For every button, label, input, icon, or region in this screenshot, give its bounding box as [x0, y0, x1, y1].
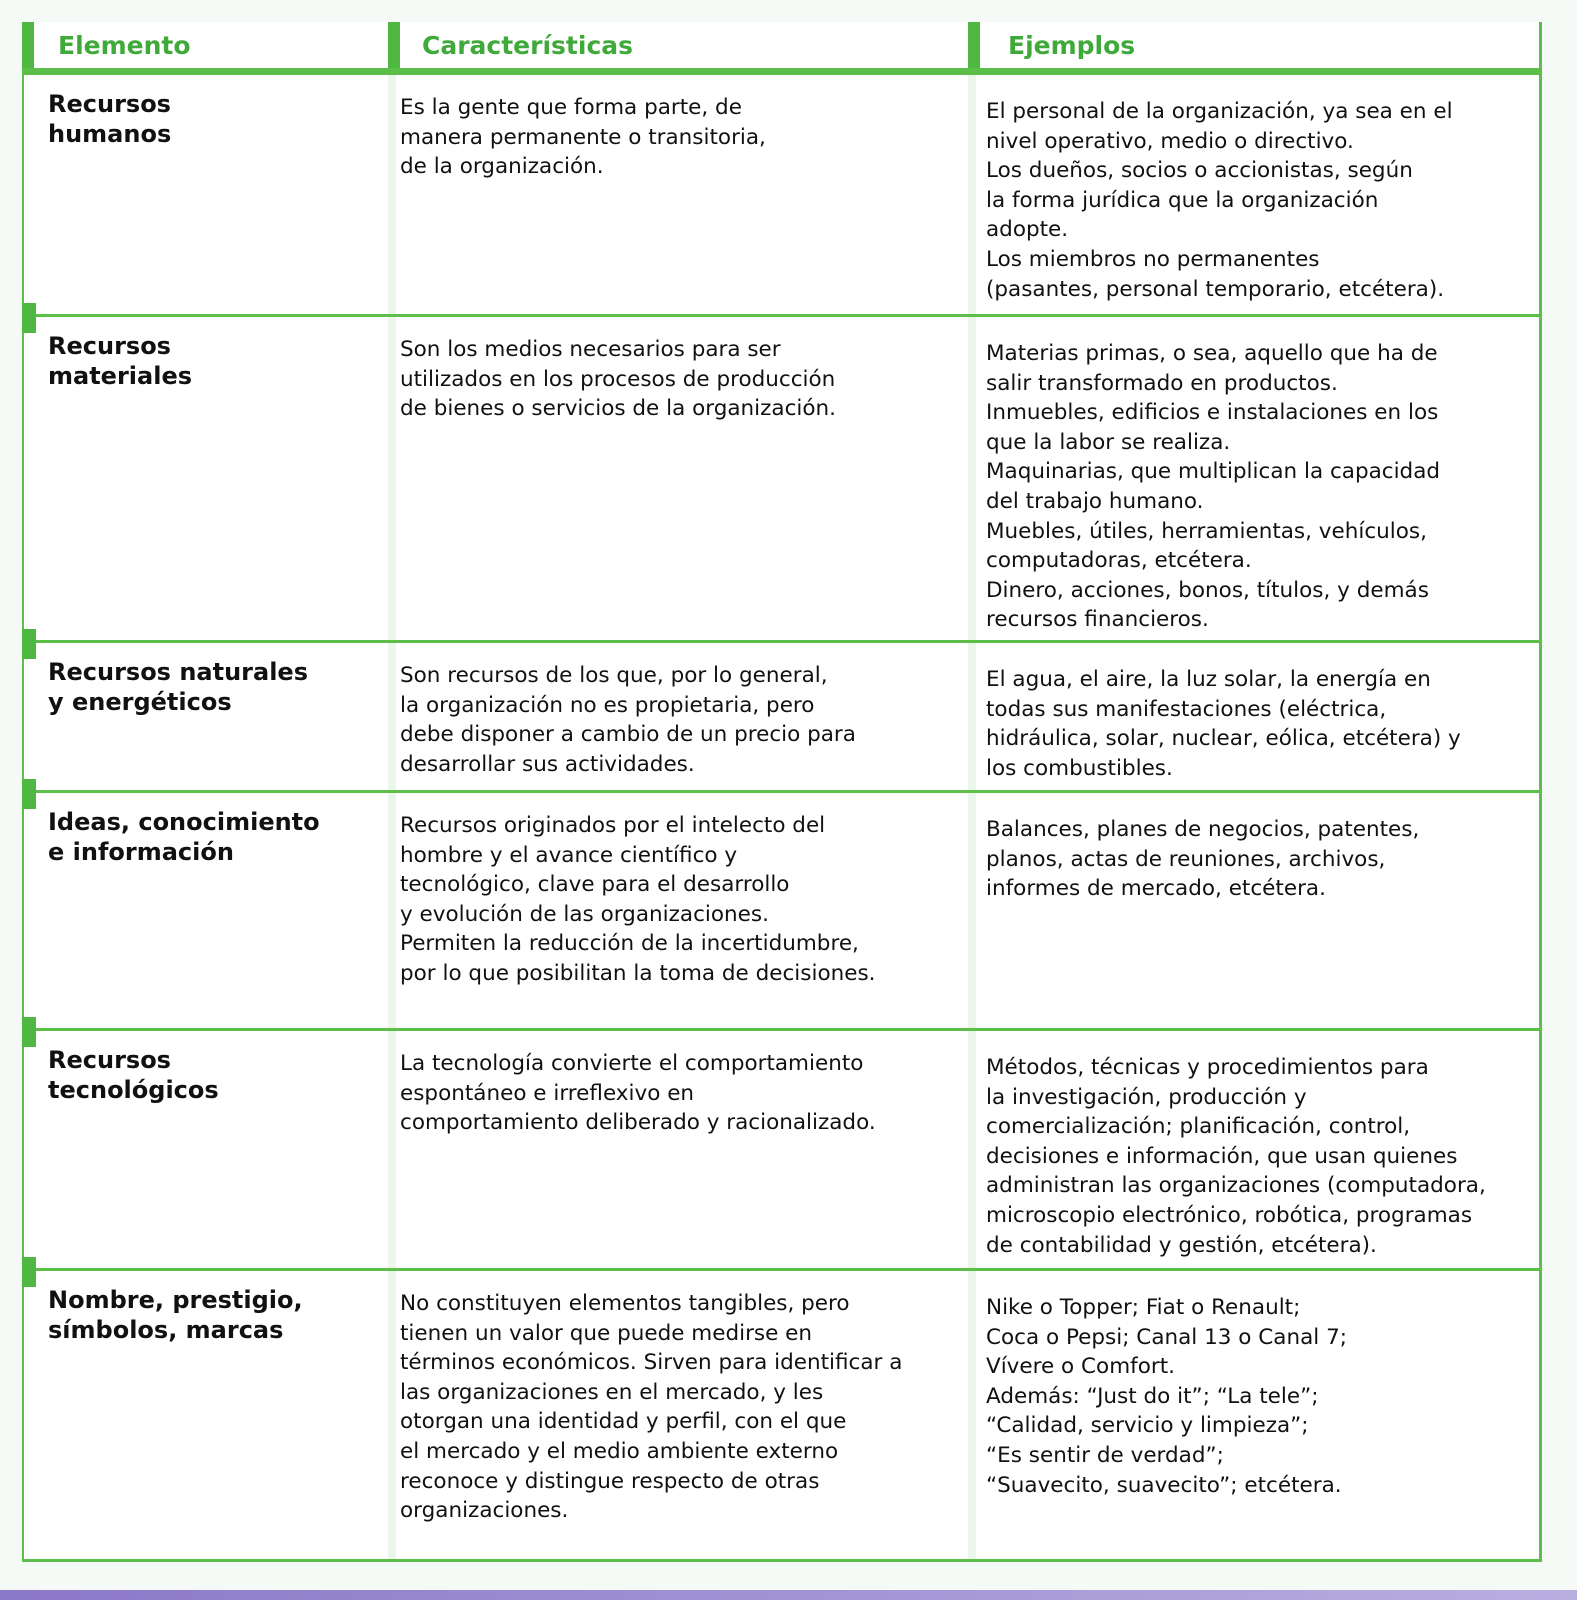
row-marker: [22, 629, 36, 659]
header-marker: [22, 22, 34, 68]
header-caracteristicas: Características: [422, 30, 634, 60]
row-ejemplos: Nike o Topper; Fiat o Renault; Coca o Pepsi; Canal 13 o Canal 7; Vívere o Comfort. Además: “Just do it”; “La tele”; “Calidad, servicio y limpieza”; “Es sentir de verdad”; “Suavecito, suavecito”; etcétera.: [986, 1295, 1348, 1498]
row-caracteristicas: La tecnología convierte el comportamiento espontáneo e irreflexivo en comportamiento deliberado y racionalizado.: [400, 1051, 876, 1136]
row-elemento: Recursos humanos: [48, 90, 172, 148]
row-caracteristicas: Son los medios necesarios para ser utilizados en los procesos de producción de bienes o servicios de la organización.: [400, 337, 836, 422]
row-marker: [22, 1017, 36, 1047]
row-caracteristicas: Son recursos de los que, por lo general, la organización no es propietaria, pero debe disponer a cambio de un precio para desarrollar sus actividades.: [400, 663, 856, 777]
table-header: [24, 22, 1539, 72]
page-bottom-band: [0, 1590, 1577, 1600]
header-marker: [968, 22, 980, 68]
header-ejemplos: Ejemplos: [1008, 30, 1136, 60]
table-row: [24, 1028, 1539, 1271]
row-elemento: Nombre, prestigio, símbolos, marcas: [48, 1286, 303, 1344]
row-caracteristicas: No constituyen elementos tangibles, pero tienen un valor que puede medirse en términos económicos. Sirven para identificar a las organizaciones en el mercado, y les otorgan una identidad y perfil, con el que el mercado y el medio ambiente externo reconoce y distingue respecto de otras organizaciones.: [400, 1291, 903, 1524]
row-marker: [22, 779, 36, 809]
header-elemento: Elemento: [58, 30, 191, 60]
row-caracteristicas: Recursos originados por el intelecto del hombre y el avance científico y tecnológico, clave para el desarrollo y evolución de las organizaciones. Permiten la reducción de la incertidumbre, por lo que posibilitan la toma de decisiones.: [400, 813, 876, 986]
row-ejemplos: El agua, el aire, la luz solar, la energía en todas sus manifestaciones (eléctrica, hidráulica, solar, nuclear, eólica, etcétera) y los combustibles.: [986, 667, 1461, 781]
resources-table: [22, 22, 1542, 1562]
row-marker: [22, 303, 36, 333]
table-row: [24, 640, 1539, 793]
table-row: [24, 790, 1539, 1031]
header-marker: [388, 22, 400, 68]
row-caracteristicas: Es la gente que forma parte, de manera permanente o transitoria, de la organización.: [400, 95, 766, 180]
table-row: [24, 1268, 1539, 1561]
row-elemento: Recursos tecnológicos: [48, 1046, 219, 1104]
row-ejemplos: Métodos, técnicas y procedimientos para la investigación, producción y comercialización; planificación, control, decisiones e información, que usan quienes administran las organizaciones (computadora, microscopio electrónico, robótica, programas de contabilidad y gestión, etcétera).: [986, 1055, 1486, 1258]
row-elemento: Recursos materiales: [48, 332, 192, 390]
row-ejemplos: Balances, planes de negocios, patentes, planos, actas de reuniones, archivos, informes de mercado, etcétera.: [986, 817, 1420, 902]
row-elemento: Recursos naturales y energéticos: [48, 658, 308, 716]
row-ejemplos: Materias primas, o sea, aquello que ha de salir transformado en productos. Inmuebles, edificios e instalaciones en los que la labor se realiza. Maquinarias, que multiplican la capacidad del trabajo humano. Muebles, útiles, herramientas, vehículos, computadoras, etcétera. Dinero, acciones, bonos, títulos, y demás recursos financieros.: [986, 341, 1441, 633]
row-ejemplos: El personal de la organización, ya sea en el nivel operativo, medio o directivo. Los dueños, socios o accionistas, según la forma jurídica que la organización adopte. Los miembros no permanentes (pasantes, personal temporario, etcétera).: [986, 99, 1453, 302]
table-row: [24, 314, 1539, 643]
row-elemento: Ideas, conocimiento e información: [48, 808, 320, 866]
table-row: [24, 72, 1539, 317]
row-marker: [22, 1257, 36, 1287]
